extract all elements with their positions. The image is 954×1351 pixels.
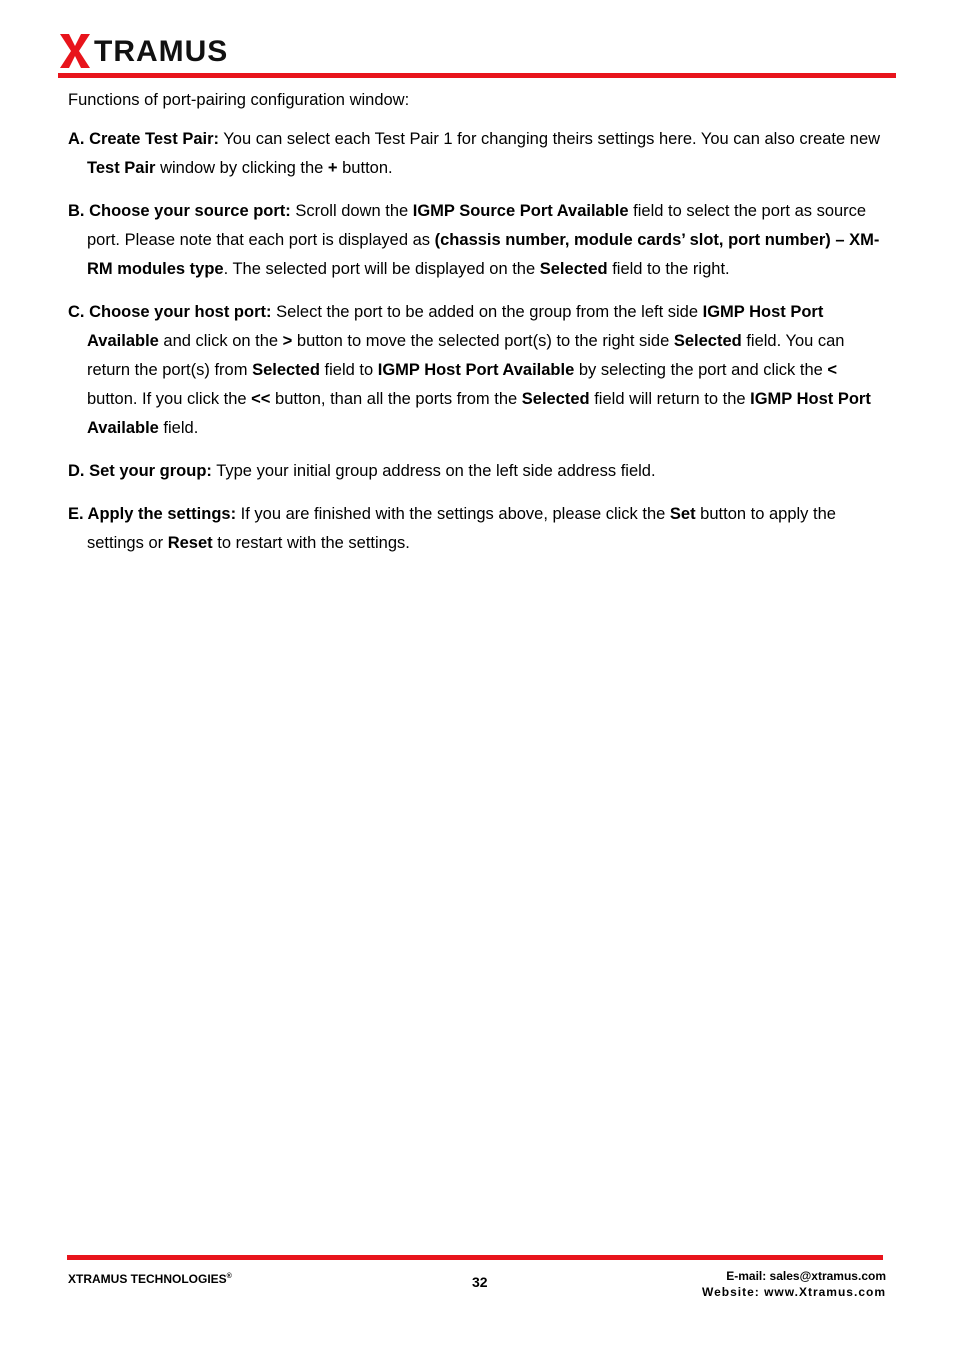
instruction-item <box>68 500 890 558</box>
instruction-item <box>68 457 890 486</box>
bold-text: Selected <box>252 361 320 379</box>
bold-text: IGMP Source Port Available <box>412 202 629 220</box>
bold-text: Reset <box>167 534 213 552</box>
body-text: field to <box>319 361 378 379</box>
body-text: field to select the port as source port. Please note that each port is displayed as <box>87 202 867 249</box>
header-rule <box>58 73 896 78</box>
bold-text: D. Set your group: <box>68 462 212 480</box>
logo-wordmark: TRAMUS <box>94 35 229 68</box>
body-text: . The selected port will be displayed on the <box>223 260 540 278</box>
footer-website: Website: www.Xtramus.com <box>701 1285 886 1299</box>
bold-text: IGMP Host Port Available <box>377 361 575 379</box>
page-content <box>68 86 890 572</box>
bold-text: Selected <box>521 390 590 408</box>
bold-text: + <box>327 159 338 177</box>
instruction-item <box>68 197 890 284</box>
body-text: button to move the selected port(s) to the right side <box>292 332 674 350</box>
body-text: field to the right. <box>607 260 730 278</box>
bold-text: C. Choose your host port: <box>68 303 272 321</box>
bold-text: Test Pair <box>87 159 156 177</box>
bold-text: Selected <box>539 260 608 278</box>
instruction-item <box>68 298 890 443</box>
body-text: Type your initial group address on the left side address field. <box>211 462 656 480</box>
body-text: and click on the <box>158 332 283 350</box>
bold-text: Set <box>669 505 696 523</box>
footer-contact <box>702 1268 886 1300</box>
body-text: window by clicking the <box>155 159 328 177</box>
body-text: button to apply the settings or <box>87 505 836 552</box>
body-text: You can select each Test Pair 1 for changing theirs settings here. You can also create new <box>219 130 881 148</box>
footer-email: E-mail: sales@xtramus.com <box>726 1269 886 1283</box>
instruction-list <box>68 125 890 558</box>
footer-rule <box>67 1255 883 1260</box>
bold-text: E. Apply the settings: <box>68 505 237 523</box>
bold-text: Selected <box>673 332 742 350</box>
body-text: Select the port to be added on the group from the left side <box>271 303 703 321</box>
footer-company <box>68 1272 232 1286</box>
body-text: button. <box>337 159 393 177</box>
body-text: field. You can return the port(s) from <box>87 332 845 379</box>
body-text: Scroll down the <box>290 202 413 220</box>
bold-text: (chassis number, module cards’ slot, port number) – XM-RM modules type <box>87 231 880 278</box>
bold-text: < <box>827 361 838 379</box>
body-text: button, than all the ports from the <box>270 390 522 408</box>
intro-text: Functions of port-pairing configuration window: <box>68 91 410 109</box>
bold-text: > <box>282 332 293 350</box>
bold-text: B. Choose your source port: <box>68 202 291 220</box>
bold-text: IGMP Host Port Available <box>87 303 824 350</box>
bold-text: IGMP Host Port Available <box>87 390 871 437</box>
body-text: If you are finished with the settings above, please click the <box>236 505 670 523</box>
xtramus-logo <box>58 30 228 70</box>
bold-text: A. Create Test Pair: <box>68 130 219 148</box>
bold-text: << <box>251 390 271 408</box>
page-number: 32 <box>472 1274 488 1290</box>
body-text: field. <box>158 419 199 437</box>
instruction-item <box>68 125 890 183</box>
body-text: by selecting the port and click the <box>574 361 828 379</box>
logo-x-mark-icon <box>58 32 92 70</box>
body-text: field will return to the <box>589 390 751 408</box>
company-name: XTRAMUS TECHNOLOGIES <box>68 1272 227 1286</box>
body-text: to restart with the settings. <box>212 534 410 552</box>
registered-mark: ® <box>226 1273 232 1280</box>
body-text: button. If you click the <box>87 390 252 408</box>
